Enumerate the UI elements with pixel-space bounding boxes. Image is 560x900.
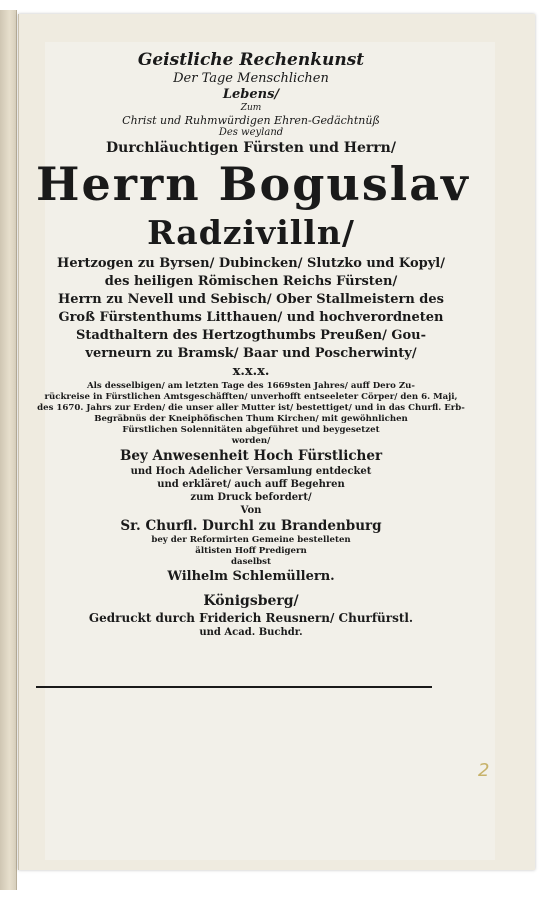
titles-line: verneurn zu Bramsk/ Baar und Poscherwinty/ <box>85 346 417 361</box>
heading-line-6: Des weyland <box>218 127 284 138</box>
imprint-printer-1: Gedruckt durch Friderich Reusnern/ Churfürstl. <box>88 611 414 625</box>
heading-line-3: Lebens/ <box>222 87 280 102</box>
role-line-1: bey der Reformirten Gemeine bestelleten <box>151 535 351 545</box>
titles-line: des heiligen Römischen Reichs Fürsten/ <box>104 274 398 289</box>
occasion-line: des 1670. Jahrs zur Erden/ die unser aller Mutter ist/ bestettiget/ und in das Churfl. Erb- <box>37 403 465 413</box>
occasion-line: Begräbnüs der Kneiphöfischen Thum Kirchen/ mit gewöhnlichen <box>94 414 408 424</box>
imprint-rule <box>36 686 432 688</box>
role-line-2: ältisten Hoff Predigern <box>195 546 307 556</box>
author-name: Wilhelm Schlemüllern. <box>167 569 335 584</box>
assembly-line-4: zum Druck befordert/ <box>190 492 312 503</box>
occasion-line: worden/ <box>231 436 271 446</box>
titles-line: Herrn zu Nevell und Sebisch/ Ober Stallmeistern des <box>58 292 444 307</box>
name-line-1: Herrn Boguslav <box>36 157 470 211</box>
titles-line: Hertzogen zu Byrsen/ Dubincken/ Slutzko und Kopyl/ <box>57 256 445 271</box>
occasion-line: Fürstlichen Solennitäten abgeführet und beygesetzet <box>122 425 380 435</box>
title-page-text <box>36 50 470 640</box>
role-line-3: daselbst <box>231 557 271 567</box>
imprint-place: Königsberg/ <box>203 593 299 609</box>
heading-line-4: Zum <box>240 103 262 113</box>
heading-line-1: Geistliche Rechenkunst <box>137 50 365 70</box>
heading-line-5: Christ und Ruhmwürdigen Ehren-Gedächtnüß <box>122 114 380 127</box>
book-spine <box>0 10 17 890</box>
imprint-printer-2: und Acad. Buchdr. <box>199 627 303 638</box>
assembly-line-1: Bey Anwesenheit Hoch Fürstlicher <box>119 448 383 464</box>
von-line: Von <box>240 505 262 516</box>
name-line-2: Radzivilln/ <box>147 213 355 252</box>
titles-line: x.x.x. <box>232 364 270 379</box>
occasion-line: Als desselbigen/ am letzten Tage des 1669sten Jahres/ auff Dero Zu- <box>86 381 415 391</box>
assembly-line-2: und Hoch Adelicher Versamlung entdecket <box>130 466 372 477</box>
heading-line-2: Der Tage Menschlichen <box>173 71 329 86</box>
heading-line-7: Durchläuchtigen Fürsten und Herrn/ <box>106 140 396 156</box>
titles-line: Groß Fürstenthums Litthauen/ und hochverordneten <box>58 310 444 325</box>
assembly-line-3: und erkläret/ auch auff Begehren <box>157 479 345 490</box>
occasion-line: rückreise in Fürstlichen Amtsgeschäfften/ unverhofft entseeleter Cörper/ den 6. Maji, <box>44 392 458 402</box>
pencil-mark: 2 <box>478 760 490 781</box>
titles-line: Stadthaltern des Hertzogthumbs Preußen/ Gou- <box>75 328 427 343</box>
elector-line: Sr. Churfl. Durchl zu Brandenburg <box>120 518 382 534</box>
